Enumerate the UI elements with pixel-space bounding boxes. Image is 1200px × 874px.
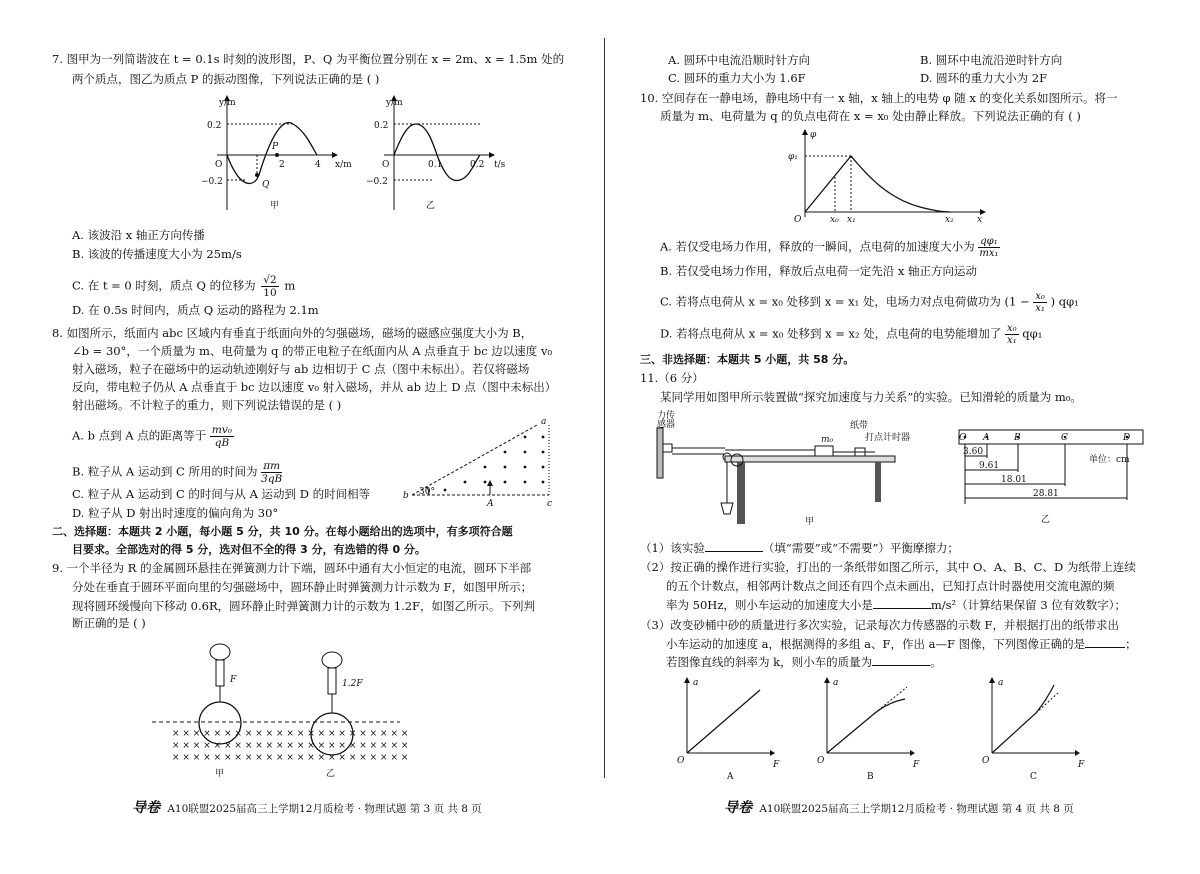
q10-x2: x₂ xyxy=(945,215,954,225)
q11-gb-O: O xyxy=(817,756,825,766)
q11-p3-post2: 。 xyxy=(930,655,942,669)
q8-label-A: A xyxy=(487,499,494,509)
q10a-text: A. 若仅受电场力作用，释放的一瞬间，点电荷的加速度大小为 xyxy=(660,239,975,254)
q7-vibration-graph xyxy=(366,95,514,215)
section-2-line1: 二、选择题：本题共 2 小题，每小题 5 分，共 10 分。在每小题给出的选项中，有多项符合题 xyxy=(52,525,513,538)
q7a-x2: 4 xyxy=(315,160,321,170)
q11-tape-d3: 18.01 xyxy=(1001,475,1027,485)
q9-label-F: F xyxy=(230,675,237,685)
q9-label-1-2F: 1.2F xyxy=(342,679,363,689)
q10-origin: O xyxy=(794,215,802,225)
q7a-ylabel: y/m xyxy=(219,98,236,108)
q11-part2-line2: 的五个计数点，相邻两计数点之间还有四个点未画出，已知打点计时器使用交流电源的频 xyxy=(666,579,1115,593)
q10-line1: 10. 空间存在一静电场，静电场中有一 x 轴，x 轴上的电势 φ 随 x 的变化关系如图所示。将一 xyxy=(640,91,1118,105)
q11-ga-F: F xyxy=(773,760,780,770)
q11-p1-post: （填“需要”或“不需要”）平衡摩擦力； xyxy=(762,541,959,555)
q7a-tick-pos: 0.2 xyxy=(207,121,222,131)
svg-text:× × × × × × × × × × × × × × ×: × × × × × × × × × × × × × × × × × × × × × × × xyxy=(172,729,409,739)
q10-option-a xyxy=(660,236,1000,259)
q7b-xlabel: t/s xyxy=(494,160,506,170)
q9-ring-figure xyxy=(150,640,450,785)
svg-text:× × × × × × × × × × × × × × ×: × × × × × × × × × × × × × × × × × × × × × × × xyxy=(172,753,409,763)
page-4-footer-text: A10联盟2025届高三上学期12月质检考 · 物理试题 第 4 页 共 8 页 xyxy=(759,803,1074,815)
q9-option-a: A. 圆环中电流沿顺时针方向 xyxy=(668,53,811,67)
q8b-num: πm xyxy=(261,460,282,473)
q11-gc-cap: C xyxy=(1030,772,1037,782)
q11-ga-cap: A xyxy=(727,772,734,782)
q7b-tick-neg: −0.2 xyxy=(366,177,388,187)
q11-tape-d1: 3.60 xyxy=(963,447,984,457)
q7a-P: P xyxy=(272,142,279,152)
q11-graph-b xyxy=(815,675,920,785)
q11-head: 11.（6 分） xyxy=(640,371,704,385)
q11-gb-cap: B xyxy=(867,772,874,782)
q10d-text: D. 若将点电荷从 x = x₀ 处移到 x = x₂ 处，点电荷的电势能增加了 xyxy=(660,326,1002,341)
q11-tape-A: A xyxy=(983,433,990,443)
q11-fig-a-caption: 甲 xyxy=(805,517,815,527)
q10-option-b: B. 若仅受电场力作用，释放后点电荷一定先沿 x 轴正方向运动 xyxy=(660,264,978,278)
q9-line3: 现将圆环缓慢向下移动 0.6R，圆环静止时弹簧测力计的示数为 1.2F，如图乙所示。下列判 xyxy=(72,599,536,613)
q9-line1: 9. 一个半径为 R 的金属圆环悬挂在弹簧测力计下端，圆环中通有大小恒定的电流，圆环下半部 xyxy=(52,561,532,575)
q11-p3-post: ； xyxy=(1125,637,1137,651)
q11-gb-F: F xyxy=(913,760,920,770)
q10a-num: qφ₁ xyxy=(980,236,998,247)
q8-label-c: c xyxy=(547,499,553,509)
q11-graph-c xyxy=(980,675,1085,785)
q11-ga-O: O xyxy=(677,756,685,766)
q10d-num: x₀ xyxy=(1006,323,1017,334)
q11-p1-blank xyxy=(705,541,763,552)
q11-tape-d2: 9.61 xyxy=(979,461,1000,471)
q10-line2: 质量为 m、电荷量为 q 的负点电荷在 x = x₀ 处由静止释放。下列说法正确的有 ( ) xyxy=(660,109,1081,123)
q10-x0: x₀ xyxy=(830,215,839,225)
q7-option-c-text: C. 在 t = 0 时刻，质点 Q 的位移为 xyxy=(72,278,256,293)
q11-p3-blank2 xyxy=(872,655,930,666)
logo-mark-2: 导卷 xyxy=(724,800,752,816)
q7a-caption: 甲 xyxy=(270,201,280,211)
q10-phi-label: φ xyxy=(810,130,817,140)
q7b-caption: 乙 xyxy=(426,201,436,211)
q11-apparatus-figure xyxy=(655,408,915,528)
q11-p3-text2: 若图像直线的斜率为 k，则小车的质量为 xyxy=(666,655,873,669)
q7c-den: 10 xyxy=(263,287,277,299)
q8a-num: mv₀ xyxy=(211,424,233,436)
q7-option-c xyxy=(72,274,295,299)
svg-text:× × × × × × × × × × × × × × ×: × × × × × × × × × × × × × × × × × × × × × × × xyxy=(172,741,409,751)
q11-tape-D: D xyxy=(1123,433,1131,443)
q7-option-d: D. 在 0.5s 时间内，质点 Q 运动的路程为 2.1m xyxy=(72,303,319,317)
q7b-tick-pos: 0.2 xyxy=(374,121,389,131)
q10-option-c xyxy=(660,291,1079,314)
page-4-footer xyxy=(724,797,1074,817)
q11-sensor-label-1: 力传 xyxy=(657,411,676,421)
q10-option-d xyxy=(660,323,1042,346)
q11-p2-text: 率为 50Hz，则小车运动的加速度大小是 xyxy=(666,598,873,612)
q11-part2-line3 xyxy=(666,597,1126,613)
q7a-xlabel: x/m xyxy=(335,160,352,170)
q8-label-b: b xyxy=(403,491,409,501)
q11-tape-d4: 28.81 xyxy=(1033,489,1059,499)
q10d-den: x₁ xyxy=(1006,335,1017,346)
q11-part1 xyxy=(640,540,959,556)
q7b-ylabel: y/m xyxy=(386,98,403,108)
q7-option-c-fraction xyxy=(261,274,278,299)
q7c-num: √2 xyxy=(263,274,277,286)
q8-option-c: C. 粒子从 A 运动到 C 的时间与从 A 运动到 D 的时间相等 xyxy=(72,487,371,501)
q8-line4: 反向，带电粒子仍从 A 点垂直于 bc 边以速度 v₀ 射入磁场，并从 ab 边上 D 点（图中未标出） xyxy=(72,380,557,394)
q7-stem-line2: 两个质点，图乙为质点 P 的振动图像，下列说法正确的是 ( ) xyxy=(72,72,380,86)
q8-line1: 8. 如图所示，纸面内 abc 区域内有垂直于纸面向外的匀强磁场，磁场的磁感应强度大小为 B， xyxy=(52,326,533,340)
column-divider xyxy=(604,38,605,778)
q8-label-angle: 30° xyxy=(419,487,435,497)
q10-phi1-label: φ₁ xyxy=(788,152,798,162)
q9-line2: 分处在垂直于圆环平面向里的匀强磁场中，圆环静止时弹簧测力计示数为 F，如图甲所示； xyxy=(72,580,533,594)
page-3-footer xyxy=(132,797,482,817)
q11-intro: 某同学用如图甲所示装置做“探究加速度与力关系”的实验。已知滑轮的质量为 m₀。 xyxy=(660,390,1082,404)
q9-option-b: B. 圆环中电流沿逆时针方向 xyxy=(920,53,1063,67)
q11-tape-B: B xyxy=(1014,433,1021,443)
q10c-den: x₁ xyxy=(1035,303,1045,314)
q11-gc-O: O xyxy=(982,756,990,766)
q11-p3-text: 小车运动的加速度 a，根据测得的多组 a、F，作出 a—F 图像，下列图像正确的是 xyxy=(666,637,1086,651)
q10-x1: x₁ xyxy=(847,215,856,225)
q11-p1-text: （1）该实验 xyxy=(640,541,705,555)
q11-fig-b-caption: 乙 xyxy=(1041,515,1051,525)
q9-caption-b: 乙 xyxy=(326,769,336,779)
q11-tape-O: O xyxy=(959,433,967,443)
section-2-line2: 目要求。全部选对的得 5 分，选对但不全的得 3 分，有选错的得 0 分。 xyxy=(72,543,426,556)
page-3-footer-text: A10联盟2025届高三上学期12月质检考 · 物理试题 第 3 页 共 8 页 xyxy=(167,803,482,815)
q7-option-b: B. 该波的传播速度大小为 25m/s xyxy=(72,247,242,261)
q10c-post: ) qφ₁ xyxy=(1050,294,1079,309)
q11-graph-a xyxy=(675,675,780,785)
q8a-fraction xyxy=(210,424,234,449)
q7-option-c-unit: m xyxy=(284,278,296,293)
q7-wave-graph xyxy=(197,95,357,215)
q10-x-label: x xyxy=(977,215,983,225)
q8-line2: ∠b = 30°，一个质量为 m、电荷量为 q 的带正电粒子在纸面内从 A 点垂直于 bc 边以速度 v₀ xyxy=(72,344,553,358)
q11-tape-figure xyxy=(955,426,1155,526)
q10c-text: C. 若将点电荷从 x = x₀ 处移到 x = x₁ 处，电场力对点电荷做功为 (1 − xyxy=(660,294,1030,309)
q11-tape-unit: 单位：cm xyxy=(1089,455,1130,465)
q8-option-a xyxy=(72,424,234,449)
q7b-origin: O xyxy=(382,160,390,170)
q11-p3-blank1 xyxy=(1085,637,1125,648)
q8b-fraction xyxy=(261,460,282,485)
q8-option-d: D. 粒子从 D 射出时速度的偏向角为 30° xyxy=(72,506,279,520)
q11-gc-a: a xyxy=(998,678,1004,688)
q11-part3-line2 xyxy=(666,636,1137,652)
q11-part3-line3 xyxy=(666,654,942,670)
q8-field-triangle xyxy=(403,417,567,510)
q11-gc-F: F xyxy=(1078,760,1085,770)
q7a-x1: 2 xyxy=(279,160,285,170)
q8a-text: A. b 点到 A 点的距离等于 xyxy=(72,428,207,443)
q10a-den: mx₁ xyxy=(979,248,999,259)
q11-tape-C: C xyxy=(1061,433,1068,443)
q11-timer-label: 打点计时器 xyxy=(865,433,911,443)
q8-line5: 射出磁场。不计粒子的重力，则下列说法错误的是 ( ) xyxy=(72,398,342,412)
q9-line4: 断正确的是 ( ) xyxy=(72,616,146,630)
q11-tape-label: 纸带 xyxy=(850,421,869,431)
q11-ga-a: a xyxy=(693,678,699,688)
q11-p2-post: m/s²（计算结果保留 3 位有效数字）； xyxy=(930,598,1127,612)
q9-caption-a: 甲 xyxy=(215,769,225,779)
q11-p2-blank xyxy=(873,598,931,609)
section-3-heading: 三、非选择题：本题共 5 小题，共 58 分。 xyxy=(640,353,855,366)
logo-mark: 导卷 xyxy=(132,800,160,816)
q11-gb-a: a xyxy=(833,678,839,688)
q8b-text: B. 粒子从 A 运动到 C 所用的时间为 xyxy=(72,464,258,479)
q8a-den: qB xyxy=(214,437,230,449)
q11-part3-line1: （3）改变砂桶中砂的质量进行多次实验，记录每次力传感器的示数 F，并根据打出的纸带求出 xyxy=(640,618,1119,632)
q10-potential-graph xyxy=(788,127,1000,225)
q7-stem-line1: 7. 图甲为一列简谐波在 t = 0.1s 时刻的波形图，P、Q 为平衡位置分别在 x = 2m、x = 1.5m 处的 xyxy=(52,52,565,66)
q7a-origin: O xyxy=(215,160,223,170)
q7a-tick-neg: −0.2 xyxy=(201,177,223,187)
q9-option-c: C. 圆环的重力大小为 1.6F xyxy=(668,71,806,85)
q10c-fraction xyxy=(1033,291,1047,314)
q7b-x1: 0.1 xyxy=(428,160,443,170)
q7b-x2: 0.2 xyxy=(470,160,485,170)
q10d-post: qφ₁ xyxy=(1022,326,1043,341)
q11-m0-label: m₀ xyxy=(821,435,834,445)
q10a-fraction xyxy=(978,236,999,259)
q8-label-a: a xyxy=(541,417,547,427)
q7-option-a: A. 该波沿 x 轴正方向传播 xyxy=(72,228,205,242)
q10c-num: x₀ xyxy=(1035,291,1045,302)
q10d-fraction xyxy=(1005,323,1019,346)
q8-option-b xyxy=(72,460,282,485)
q9-option-d: D. 圆环的重力大小为 2F xyxy=(920,71,1048,85)
q7a-Q: Q xyxy=(262,180,270,190)
q8b-den: 3qB xyxy=(261,473,283,485)
q8-line3: 射入磁场，粒子在磁场中的运动轨迹刚好与 ab 边相切于 C 点（图中未标出）。若仅将磁场 xyxy=(72,362,530,376)
q11-sensor-label-2: 感器 xyxy=(657,420,676,430)
q11-part2-line1: （2）按正确的操作进行实验，打出的一条纸带如图乙所示，其中 O、A、B、C、D 为纸带上连续 xyxy=(640,560,1136,574)
